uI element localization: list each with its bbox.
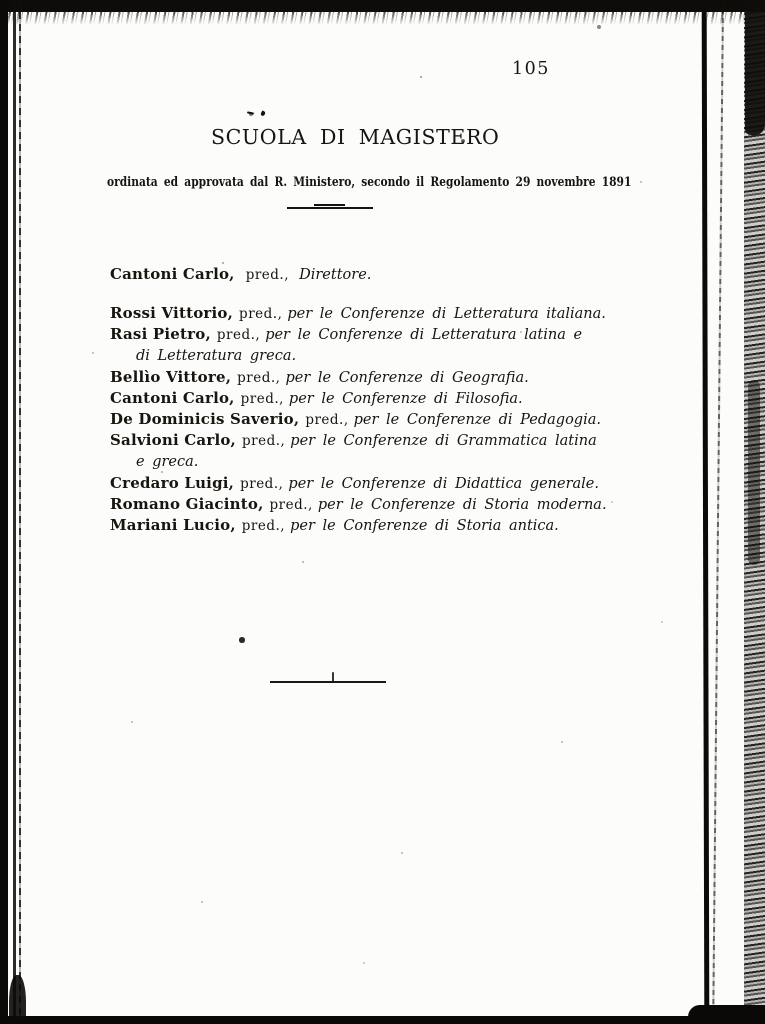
faculty-pred: pred., [240,475,284,492]
faculty-row [110,388,607,409]
faculty-pred: pred., [237,369,281,386]
faculty-pred: pred., [240,390,284,407]
scan-edge-right-line [702,4,710,1024]
faculty-pred: pred., [305,412,349,429]
faculty-name: Bellìo Vittore, [110,367,232,386]
director-role: Direttore. [299,267,372,283]
scan-edge-left-band [0,0,8,1024]
faculty-pred: pred., [269,496,313,513]
footer-rule [270,681,386,683]
faculty-name: Rasi Pietro, [110,325,211,344]
page-title: SCUOLA DI MAGISTERO [211,125,500,149]
ink-mark-above-title-2 [260,110,266,116]
faculty-assignment: per le Conferenze di Geografia. [285,369,529,386]
faculty-row [110,303,607,324]
faculty-assignment-continued: di Letteratura greca. [136,348,297,365]
faculty-assignment: per le Conferenze di Filosofia. [288,390,523,407]
faculty-row [110,409,607,430]
faculty-name: Romano Giacinto, [110,494,264,513]
faculty-name: De Dominicis Saverio, [110,410,300,429]
scan-edge-top-speckle [0,11,748,25]
scan-blot-mid-right [748,380,760,565]
faculty-pred: pred., [239,306,283,322]
faculty-row [110,494,607,515]
scan-speckles [0,0,2,2]
faculty-name: Salvioni Carlo, [110,431,236,450]
faculty-assignment: per le Conferenze di Grammatica latina [290,433,597,450]
ornament-double-dash [314,204,345,209]
faculty-assignment: per le Conferenze di Letteratura latina e [265,327,583,344]
faculty-row [110,473,607,494]
page-number: 105 [512,59,550,79]
scan-edge-top [0,0,765,12]
scan-edge-bottom [0,1016,765,1024]
faculty-name: Cantoni Carlo, [110,388,235,407]
page-subtitle: ordinata ed approvata dal R. Ministero, secondo il Regolamento 29 novembre 1891 [107,175,632,190]
scan-edge-left-line [13,0,16,1024]
faculty-row [110,515,607,536]
faculty-assignment: per le Conferenze di Storia antica. [290,518,559,535]
faculty-row [110,430,607,472]
faculty-list [110,303,607,536]
director-name: Cantoni Carlo, [110,265,235,283]
faculty-assignment: per le Conferenze di Letteratura italiana. [287,306,606,322]
ink-mark-above-title [247,111,254,114]
director-entry [110,264,371,285]
faculty-row [110,324,607,366]
faculty-pred: pred., [241,433,286,450]
faculty-assignment-continued: e greca. [136,454,199,471]
faculty-assignment: per le Conferenze di Didattica generale. [288,475,599,492]
scan-blot-top-right [745,0,765,135]
director-pred: pred., [245,267,290,283]
faculty-pred: pred., [216,327,261,344]
faculty-row [110,367,607,388]
faculty-name: Credaro Luigi, [110,473,235,492]
scan-blot-bottom-left [9,975,26,1020]
scan-edge-right-band [744,0,765,1024]
faculty-name: Mariani Lucio, [110,516,236,535]
faculty-pred: pred., [241,518,286,535]
faculty-name: Rossi Vittorio, [110,304,234,322]
faculty-assignment: per le Conferenze di Storia moderna. [317,496,607,513]
faculty-assignment: per le Conferenze di Pedagogia. [353,412,601,429]
header-ornament-rule [287,203,373,212]
scan-edge-right-thin-line [712,0,724,1024]
scan-edge-left-line-2 [19,0,21,1024]
scan-edge-bottom-right [688,1005,765,1024]
